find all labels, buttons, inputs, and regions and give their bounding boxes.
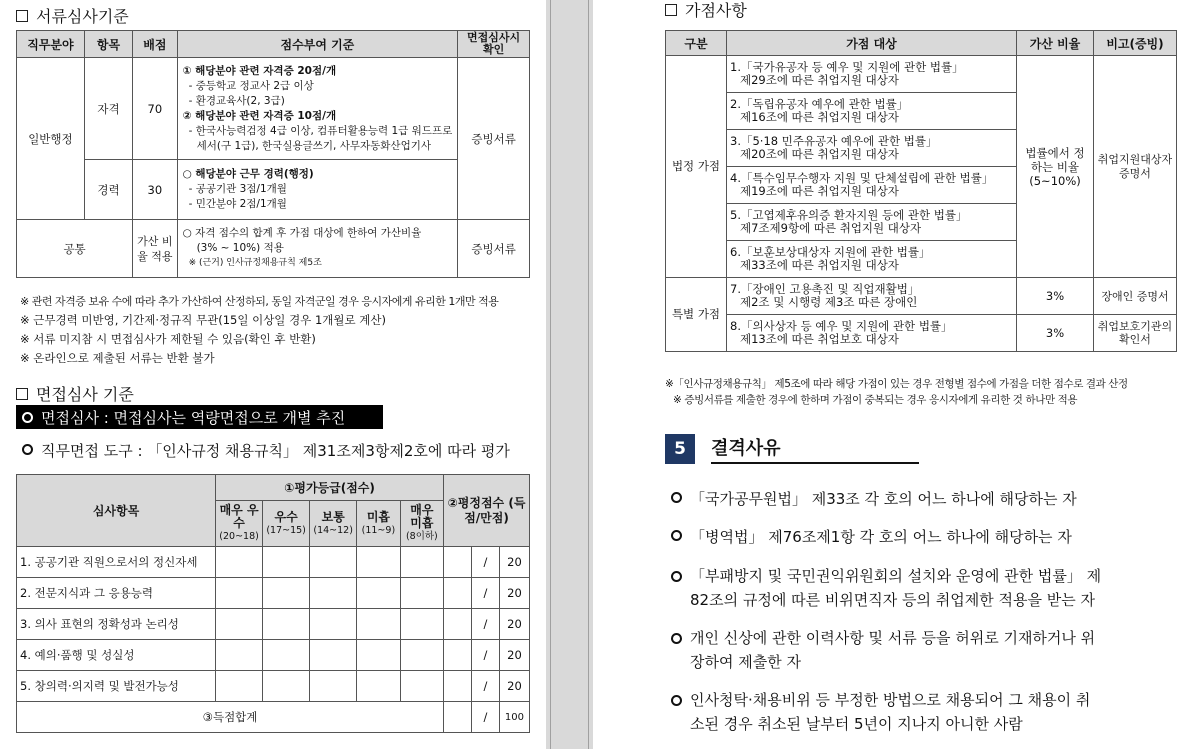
bonus-target-line: 6.「보훈보상대상자 지원에 관한 법률」 xyxy=(730,245,931,259)
cell-common: 공통 xyxy=(17,220,133,278)
grade-name: 보통 xyxy=(321,509,345,524)
criteria-line: ※ (근거) 인사규정채용규칙 제5조 xyxy=(188,258,322,268)
criteria-line: - 민간분야 2점/1개월 xyxy=(188,198,287,210)
bonus-target-cell xyxy=(727,130,1017,167)
cell-item-exp: 경력 xyxy=(84,160,132,220)
criteria-line: ① 해당분야 관련 자격증 20점/개 xyxy=(182,64,337,77)
square-bullet-icon xyxy=(665,4,677,16)
interview-tool xyxy=(22,440,510,461)
bonus-target-line: 5.「고엽제후유의증 환자지원 등에 관한 법률」 xyxy=(730,208,968,222)
bonus-target-line: 제7조제9항에 따른 취업지원 대상자 xyxy=(740,221,922,235)
bonus-target-cell xyxy=(727,278,1017,315)
grade-range: (20~18) xyxy=(219,531,259,542)
eval-row-slash: / xyxy=(471,609,499,640)
bonus-target-cell xyxy=(727,56,1017,93)
note-line: ※ 관련 자격증 보유 수에 따라 추가 가산하여 산정하되, 동일 자격군일 경우 응시자에게 유리한 1개만 적용 xyxy=(20,295,499,308)
interview-title-text: 면접심사 기준 xyxy=(36,385,134,404)
left-page xyxy=(0,0,546,749)
bonus-target-line: 제20조에 따른 취업지원 대상자 xyxy=(740,147,899,161)
bonus-target-cell xyxy=(727,315,1017,352)
bonus-target-line: 제33조에 따른 취업지원 대상자 xyxy=(740,258,899,272)
th-bonus-note: 비고(증빙) xyxy=(1094,31,1177,56)
bonus-target-cell xyxy=(727,241,1017,278)
criteria-line: ② 해당분야 관련 자격증 10점/개 xyxy=(182,109,337,122)
eval-row-max: 20 xyxy=(499,609,529,640)
bonus-target-line: 제29조에 따른 취업지원 대상자 xyxy=(740,73,899,87)
grade-range: (8이하) xyxy=(405,531,438,542)
right-page xyxy=(593,0,1194,749)
th-bonus-rate: 가산 비율 xyxy=(1017,31,1094,56)
bonus-target-line: 7.「장애인 고용촉진 및 직업재활법」 xyxy=(730,282,920,296)
grade-range: (17~15) xyxy=(266,524,306,536)
criteria-line: 세서(구 1급), 한국실용글쓰기, 사무자동화산업기사 xyxy=(196,139,431,152)
list-item-line: 인사청탁·채용비위 등 부정한 방법으로 채용되어 그 채용이 취 xyxy=(690,691,1091,709)
cell-group2: 특별 가점 xyxy=(666,278,727,352)
circle-bullet-icon xyxy=(671,492,682,503)
th-criteria: 점수부여 기준 xyxy=(177,31,458,58)
note-line: ※ 증빙서류를 제출한 경우에 한하며 가점이 중복되는 경우 응시자에게 유리한 것 하나만 적용 xyxy=(673,394,1078,406)
circle-bullet-icon xyxy=(671,571,682,582)
criteria-line: ○ 해당분야 근무 경력(행정) xyxy=(182,168,314,180)
eval-row-label: 5. 창의력·의지력 및 발전가능성 xyxy=(17,671,216,702)
list-item-line: 장하여 제출한 자 xyxy=(690,653,801,671)
list-item-line: 「병역법」 제76조제1항 각 호의 어느 하나에 해당하는 자 xyxy=(690,528,1072,546)
bonus-target-line: 제2조 및 시행령 제3조 따른 장애인 xyxy=(740,295,918,309)
th-eval-item: 심사항목 xyxy=(17,475,216,547)
circle-bullet-icon xyxy=(671,633,682,644)
note-line: ※「인사규정채용규칙」 제5조에 따라 해당 가점이 있는 경우 전형별 점수에 가점을 더한 점수로 결과 산정 xyxy=(665,378,1128,390)
eval-row-max: 20 xyxy=(499,547,529,578)
th-grade xyxy=(357,501,400,547)
eval-row-slash: / xyxy=(471,671,499,702)
th-item: 항목 xyxy=(84,31,132,58)
note-line: ※ 온라인으로 제출된 서류는 반환 불가 xyxy=(20,351,215,365)
list-item-line: 「부패방지 및 국민권익위원회의 설치와 운영에 관한 법률」 제 xyxy=(690,567,1102,585)
list-item xyxy=(671,564,1186,612)
bonus-target-cell xyxy=(727,93,1017,130)
cell-bonus-criteria xyxy=(177,220,458,278)
criteria-line: - 환경교육사(2, 3급) xyxy=(188,94,285,107)
list-item xyxy=(671,488,1186,509)
bonus-title-text: 가점사항 xyxy=(685,1,747,20)
circle-bullet-icon xyxy=(671,530,682,541)
bonus-title xyxy=(665,0,747,21)
list-item xyxy=(671,526,1186,547)
eval-row-label: 4. 예의·품행 및 성실성 xyxy=(17,640,216,671)
criteria-line: (3% ~ 10%) 적용 xyxy=(196,242,284,254)
th-grade xyxy=(400,501,443,547)
cell-group1-rate: 법률에서 정하는 비율 (5~10%) xyxy=(1017,56,1094,278)
bonus-target-line: 제19조에 따른 취업지원 대상자 xyxy=(740,184,899,198)
th-confirm: 면접심사시 확인 xyxy=(458,31,530,58)
bonus-target-line: 제13조에 따른 취업보호 대상자 xyxy=(740,332,899,346)
circle-bullet-icon xyxy=(671,695,682,706)
doc-notes xyxy=(20,292,498,368)
divider xyxy=(588,0,589,749)
doc-screening-title xyxy=(16,4,129,27)
cell-rate: 3% xyxy=(1017,278,1094,315)
cell-group1: 법정 가점 xyxy=(666,56,727,278)
th-grade xyxy=(216,501,263,547)
table-row xyxy=(17,547,530,578)
eval-row-slash: / xyxy=(471,578,499,609)
note-line: ※ 근무경력 미반영, 기간제·정규직 무관(15일 이상일 경우 1개월로 계산) xyxy=(20,313,386,327)
bonus-target-line: 2.「독립유공자 예우에 관한 법률」 xyxy=(730,97,909,111)
grade-name: 우수 xyxy=(274,509,298,524)
bonus-target-line: 3.「5·18 민주유공자 예우에 관한 법률」 xyxy=(730,134,938,148)
cell-confirm: 증빙서류 xyxy=(458,58,530,220)
cell-exp-criteria xyxy=(177,160,458,220)
cell-score-exp: 30 xyxy=(133,160,177,220)
cell-note: 장애인 증명서 xyxy=(1094,278,1177,315)
th-score: 배점 xyxy=(133,31,177,58)
cell-cert-criteria xyxy=(177,58,458,160)
interview-banner xyxy=(16,405,383,429)
eval-row-label: 1. 공공기관 직원으로서의 정신자세 xyxy=(17,547,216,578)
disqualification-list xyxy=(671,488,1186,736)
list-item-line: 「국가공무원법」 제33조 각 호의 어느 하나에 해당하는 자 xyxy=(690,490,1077,508)
th-eval-total: ②평정점수 (득점/만점) xyxy=(444,475,530,547)
interview-tool-text: 직무면접 도구 : 「인사규정 채용규칙」 제31조제3항제2호에 따라 평가 xyxy=(41,442,510,460)
th-field: 직무분야 xyxy=(17,31,85,58)
th-grade xyxy=(263,501,310,547)
th-eval-grade: ①평가등급(점수) xyxy=(216,475,444,501)
eval-row-label: 2. 전문지식과 그 응용능력 xyxy=(17,578,216,609)
bonus-target-cell xyxy=(727,204,1017,241)
eval-row-max: 20 xyxy=(499,578,529,609)
grade-name: 매우 우수 xyxy=(219,503,259,530)
bonus-target-line: 4.「특수임무수행자 지원 및 단체설립에 관한 법률」 xyxy=(730,171,994,185)
doc-screening-title-text: 서류심사기준 xyxy=(36,7,129,26)
cell-note: 취업보호기관의 확인서 xyxy=(1094,315,1177,352)
criteria-line: - 공공기관 3점/1개월 xyxy=(188,183,287,195)
bonus-target-line: 1.「국가유공자 등 예우 및 지원에 관한 법률」 xyxy=(730,60,964,74)
doc-screening-table xyxy=(16,30,530,278)
table-row xyxy=(17,671,530,702)
cell-group1-note: 취업지원대상자 증명서 xyxy=(1094,56,1177,278)
cell-confirm-bonus: 증빙서류 xyxy=(458,220,530,278)
table-row xyxy=(17,640,530,671)
eval-row-max: 20 xyxy=(499,671,529,702)
interview-title xyxy=(16,382,134,405)
eval-row-label: 3. 의사 표현의 정확성과 논리성 xyxy=(17,609,216,640)
bonus-target-cell xyxy=(727,167,1017,204)
list-item-line: 개인 신상에 관한 이력사항 및 서류 등을 허위로 기재하거나 위 xyxy=(690,629,1096,647)
table-row xyxy=(17,578,530,609)
circle-bullet-icon xyxy=(22,412,33,423)
circle-bullet-icon xyxy=(22,444,33,455)
eval-row-slash: / xyxy=(471,547,499,578)
grade-name: 매우 미흡 xyxy=(410,503,434,530)
section-title: 결격사유 xyxy=(711,434,919,464)
eval-total-slash: / xyxy=(471,702,499,733)
grade-range: (11~9) xyxy=(361,524,396,536)
cell-item-cert: 자격 xyxy=(84,58,132,160)
bonus-notes xyxy=(665,376,1128,408)
section-number: 5 xyxy=(665,434,695,464)
cell-rate: 3% xyxy=(1017,315,1094,352)
eval-total-label: ③득점합계 xyxy=(17,702,444,733)
criteria-line: ○ 자격 점수의 합계 후 가점 대상에 한하여 가산비율 xyxy=(182,227,422,239)
divider xyxy=(550,0,551,749)
bonus-table xyxy=(665,30,1177,352)
grade-range: (14~12) xyxy=(313,524,353,536)
bonus-target-line: 8.「의사상자 등 예우 및 지원에 관한 법률」 xyxy=(730,319,953,333)
cell-field: 일반행정 xyxy=(17,58,85,220)
criteria-line: - 중등학교 정교사 2급 이상 xyxy=(188,79,314,92)
table-row-total xyxy=(17,702,530,733)
section-5-header xyxy=(665,434,919,464)
eval-total-max: 100 xyxy=(499,702,529,733)
list-item xyxy=(671,626,1186,674)
list-item xyxy=(671,688,1186,736)
list-item-line: 소된 경우 취소된 날부터 5년이 지나지 아니한 사람 xyxy=(690,715,1023,733)
interview-banner-text: 면접심사 : 면접심사는 역량면접으로 개별 추진 xyxy=(41,408,346,427)
note-line: ※ 서류 미지참 시 면접심사가 제한될 수 있음(확인 후 반환) xyxy=(20,332,316,346)
th-bonus-category: 구분 xyxy=(666,31,727,56)
th-bonus-target: 가점 대상 xyxy=(727,31,1017,56)
table-row xyxy=(17,609,530,640)
bonus-target-line: 제16조에 따른 취업지원 대상자 xyxy=(740,110,899,124)
cell-score-cert: 70 xyxy=(133,58,177,160)
page-gutter xyxy=(546,0,593,749)
criteria-line: - 한국사능력검정 4급 이상, 컴퓨터활용능력 1급 워드프로 xyxy=(188,124,453,137)
th-grade xyxy=(310,501,357,547)
eval-row-slash: / xyxy=(471,640,499,671)
interview-eval-table xyxy=(16,474,530,733)
square-bullet-icon xyxy=(16,10,28,22)
grade-name: 미흡 xyxy=(366,509,390,524)
cell-bonus-item: 가산 비율 적용 xyxy=(133,220,177,278)
eval-row-max: 20 xyxy=(499,640,529,671)
list-item-line: 82조의 규정에 따른 비위면직자 등의 취업제한 적용을 받는 자 xyxy=(690,591,1095,609)
square-bullet-icon xyxy=(16,388,28,400)
